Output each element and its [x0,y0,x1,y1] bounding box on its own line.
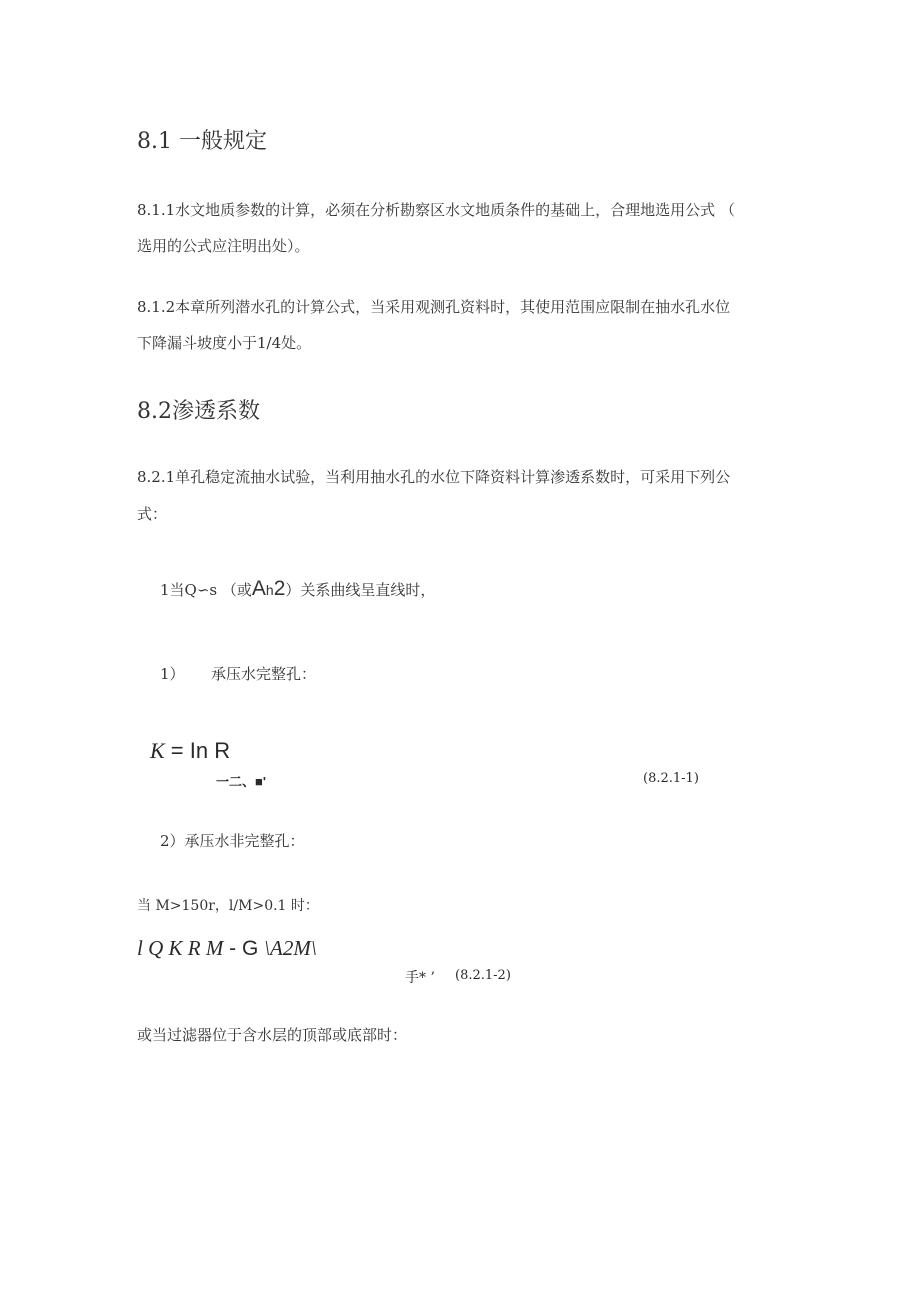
sub-item-1-number: 1） [160,665,185,683]
formula-1-number: (8.2.1-1) [643,771,699,786]
sub-item-1-text: 承压水完整孔： [211,665,317,683]
condition-item-1-delta-h: h [265,582,274,598]
condition-item-1 [160,577,435,601]
formula-1-rest: In R [189,738,231,763]
formula-1-k: K [150,738,165,763]
condition-item-1-delta-2: 2 [273,577,286,600]
formula-2-mid: - G [223,937,265,960]
sub-item-2: 2）承压水非完整孔： [160,832,305,850]
paragraph-8-1-2-line2: 下降漏斗坡度小于1/4处。 [137,334,312,352]
formula-1-equals: = [164,738,190,763]
formula-2-lhs: l Q K R M [137,936,224,960]
section-heading-8-2: 8.2渗透系数 [137,399,260,424]
formula-8-2-1-2 [137,936,317,961]
formula-2-rhs: \A2M\ [264,936,317,960]
formula-2-below: 手* ’ [405,970,435,986]
paragraph-8-1-2-line1: 8.1.2本章所列潜水孔的计算公式，当采用观测孔资料时，其使用范围应限制在抽水孔水位 [137,298,731,316]
formula-8-2-1-1 [150,738,230,764]
formula-1-denominator: 一二、■' [216,774,266,789]
formula-2-number: (8.2.1-2) [455,968,511,983]
condition-text: 当 M>150r，l/M>0.1 时： [137,898,319,914]
condition-item-1-prefix: 1当Q∽s （或 [160,581,252,599]
paragraph-8-1-1-line1: 8.1.1水文地质参数的计算，必须在分析勘察区水文地质条件的基础上，合理地选用公式 （ [137,201,735,219]
paragraph-filter-position: 或当过滤器位于含水层的顶部或底部时： [137,1026,408,1044]
paragraph-8-2-1-line2: 式： [137,505,168,523]
paragraph-8-2-1-line1: 8.2.1单孔稳定流抽水试验，当利用抽水孔的水位下降资料计算渗透系数时，可采用下列公 [137,468,731,486]
paragraph-8-1-1-line2: 选用的公式应注明出处）。 [137,237,310,255]
condition-item-1-suffix: ）关系曲线呈直线时， [285,581,436,599]
section-heading-8-1: 8.1 一般规定 [137,129,267,154]
condition-item-1-delta-a: A [251,577,266,600]
